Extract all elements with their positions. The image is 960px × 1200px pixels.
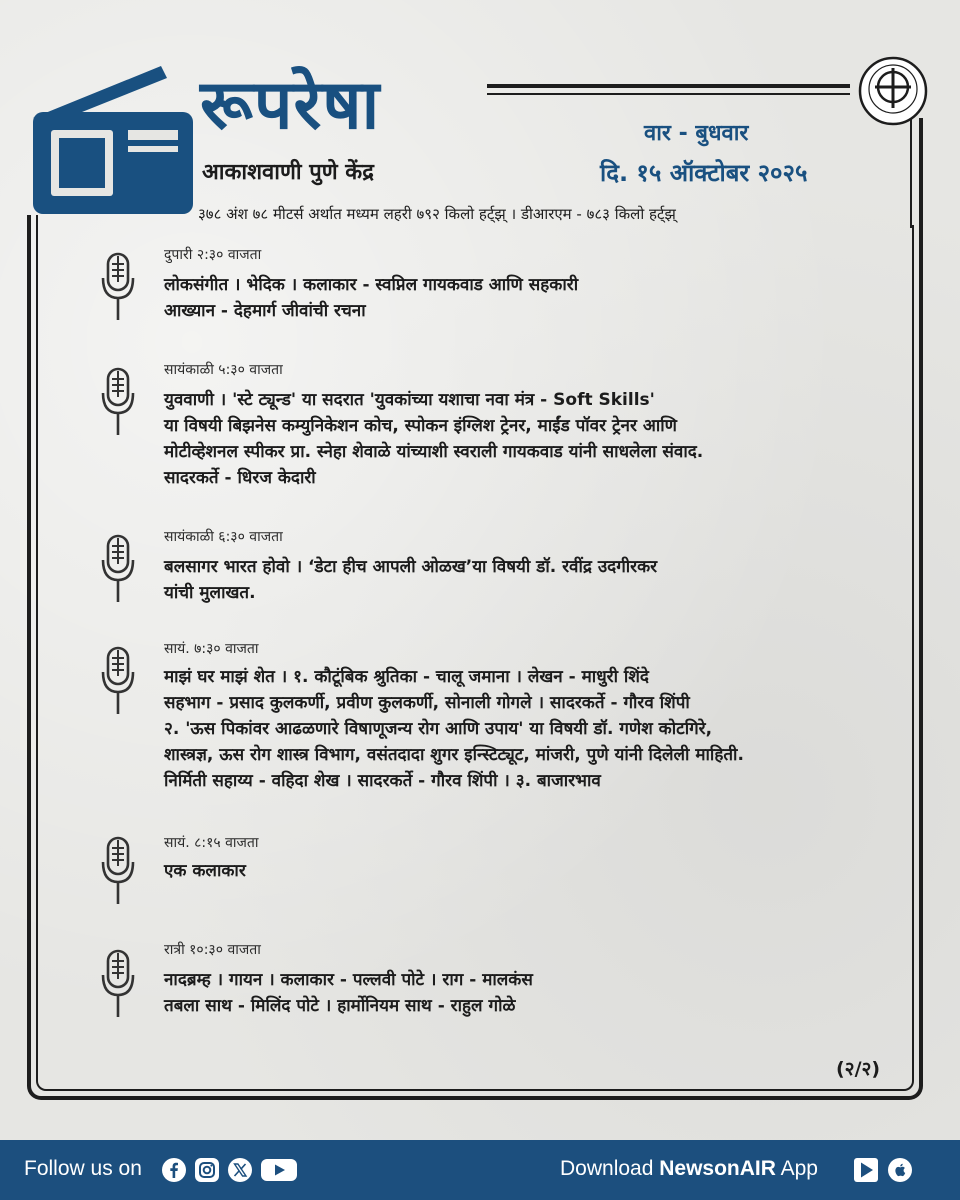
program-description [164, 387, 703, 491]
schedule-date: दि. १५ ऑक्टोबर २०२५ [600, 159, 808, 187]
x-icon[interactable] [228, 1158, 252, 1182]
microphone-icon [100, 252, 136, 322]
frame-line [910, 118, 912, 228]
instagram-icon[interactable] [195, 1158, 219, 1182]
apple-icon[interactable] [888, 1158, 912, 1182]
youtube-icon[interactable] [261, 1158, 297, 1182]
microphone-icon [100, 646, 136, 716]
page-number: (२/२) [836, 1058, 881, 1080]
program-time: सायंकाळी ५:३० वाजता [164, 362, 283, 378]
program-line: तबला साथ - मिलिंद पोटे । हार्मोनियम साथ - राहुल गोळे [164, 996, 516, 1016]
program-description [164, 272, 578, 324]
frame-border [36, 225, 914, 1091]
program-description [164, 967, 533, 1019]
program-line: २. 'ऊस पिकांवर आढळणारे विषाणूजन्य रोग आणि उपाय' या विषयी डॉ. गणेश कोटगिरे, [164, 719, 713, 739]
program-line: मोटीव्हेशनल स्पीकर प्रा. स्नेहा शेवाळे यांच्याशी स्वराली गायकवाड यांनी साधलेला संवाद. [164, 442, 704, 462]
program-line: युववाणी । 'स्टे ट्यून्ड' या सदरात 'युवकांच्या यशाचा नवा मंत्र - Soft Skills' [164, 390, 655, 410]
footer-bar [0, 1140, 960, 1200]
akashvani-logo [858, 56, 928, 126]
frequency-info: ३७८ अंश ७८ मीटर्स अर्थात मध्यम लहरी ७९२ किलो हर्ट्झ् । डीआरएम - ७८३ किलो हर्ट्झ् [198, 205, 676, 223]
radio-icon [33, 66, 193, 214]
frame-line [487, 84, 850, 88]
program-time: सायंकाळी ६:३० वाजता [164, 529, 283, 545]
program-line: निर्मिती सहाय्य - वहिदा शेख । सादरकर्ते - गौरव शिंपी । ३. बाजारभाव [164, 771, 601, 791]
follow-label: Follow us on [24, 1157, 142, 1180]
program-description [164, 554, 657, 606]
frame-line [487, 93, 850, 95]
frame-line [919, 118, 923, 228]
app-name: NewsonAIR [659, 1157, 776, 1180]
play-store-icon[interactable] [854, 1158, 878, 1182]
download-prefix: Download [560, 1157, 660, 1180]
facebook-icon[interactable] [162, 1158, 186, 1182]
page-title: रूपरेषा [200, 65, 381, 145]
program-line: शास्त्रज्ञ, ऊस रोग शास्त्र विभाग, वसंतदादा शुगर इन्स्टिट्यूट, मांजरी, पुणे यांनी दिलेली माहिती. [164, 745, 744, 765]
program-line: आख्यान - देहमार्ग जीवांची रचना [164, 301, 366, 321]
program-line: यांची मुलाखत. [164, 583, 256, 603]
program-time: सायं. ८:१५ वाजता [164, 835, 259, 851]
program-description [164, 858, 246, 884]
download-app-label [560, 1157, 818, 1181]
microphone-icon [100, 367, 136, 437]
download-suffix: App [775, 1157, 818, 1180]
program-line: या विषयी बिझनेस कम्युनिकेशन कोच, स्पोकन इंग्लिश ट्रेनर, माईंड पॉवर ट्रेनर आणि [164, 416, 677, 436]
program-description [164, 664, 744, 794]
program-line: लोकसंगीत । भेदिक । कलाकार - स्वप्निल गायकवाड आणि सहकारी [164, 275, 579, 295]
program-line: सादरकर्ते - धिरज केदारी [164, 468, 316, 488]
program-line: एक कलाकार [164, 861, 246, 881]
microphone-icon [100, 949, 136, 1019]
schedule-day: वार - बुधवार [644, 121, 749, 146]
microphone-icon [100, 534, 136, 604]
program-line: बलसागर भारत होवो । ‘डेटा हीच आपली ओळख’या विषयी डॉ. रवींद्र उदगीरकर [164, 557, 658, 577]
microphone-icon [100, 836, 136, 906]
program-time: दुपारी २:३० वाजता [164, 247, 262, 263]
program-line: सहभाग - प्रसाद कुलकर्णी, प्रवीण कुलकर्णी, सोनाली गोगले । सादरकर्ते - गौरव शिंपी [164, 693, 690, 713]
station-name: आकाशवाणी पुणे केंद्र [202, 160, 374, 185]
program-time: रात्री १०:३० वाजता [164, 942, 261, 958]
program-line: माझं घर माझं शेत । १. कौटूंबिक श्रुतिका - चालू जमाना । लेखन - माधुरी शिंदे [164, 667, 649, 687]
program-line: नादब्रम्ह । गायन । कलाकार - पल्लवी पोटे । राग - मालकंस [164, 970, 533, 990]
program-time: सायं. ७:३० वाजता [164, 641, 259, 657]
